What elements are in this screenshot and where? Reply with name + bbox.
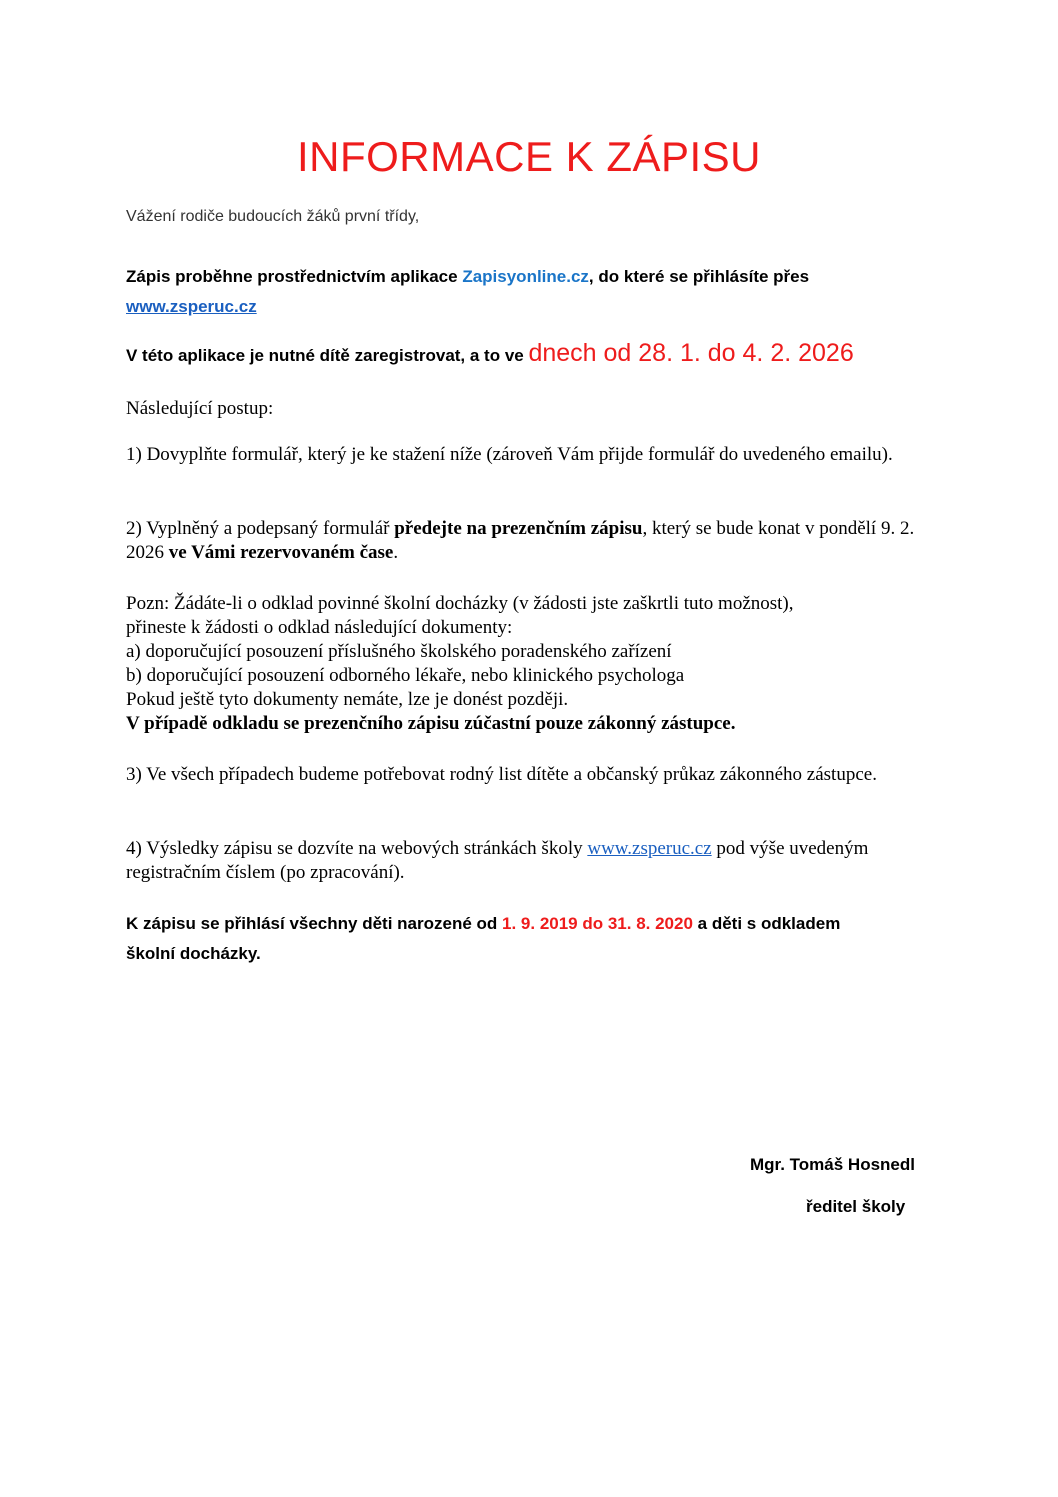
intro-paragraph bbox=[126, 262, 926, 292]
app-link[interactable]: Zapisyonline.cz bbox=[462, 267, 589, 286]
note-line-3: a) doporučující posouzení příslušného školského poradenského zařízení bbox=[126, 641, 672, 662]
greeting: Vážení rodiče budoucích žáků první třídy, bbox=[126, 208, 420, 225]
procedure-heading: Následující postup: bbox=[126, 398, 274, 419]
eligibility-dates: 1. 9. 2019 do 31. 8. 2020 bbox=[502, 914, 693, 933]
step-3: 3) Ve všech případech budeme potřebovat rodný list dítěte a občanský průkaz zákonného zástupce. bbox=[126, 764, 877, 785]
school-link[interactable]: www.zsperuc.cz bbox=[126, 297, 257, 316]
step-4 bbox=[126, 837, 916, 885]
step-1: 1) Dovyplňte formulář, který je ke stažení níže (zároveň Vám přijde formulář do uvedeného emailu). bbox=[126, 444, 893, 465]
eligibility-part2: a děti s odkladem bbox=[692, 914, 841, 933]
note-line-1: Pozn: Žádáte-li o odklad povinné školní docházky (v žádosti jste zaškrtli tuto možnost), bbox=[126, 593, 794, 614]
step-2-part2: , který se bude konat v pondělí 9. 2. 2026 bbox=[126, 518, 915, 563]
step-2 bbox=[126, 517, 916, 565]
note-line-4: b) doporučující posouzení odborného lékaře, nebo klinického psychologa bbox=[126, 665, 685, 686]
step-2-part3: . bbox=[393, 542, 399, 563]
step-4-part2: pod výše uvedeným registračním číslem (po zpracování). bbox=[126, 838, 869, 883]
note-line-5: Pokud ještě tyto dokumenty nemáte, lze je donést později. bbox=[126, 689, 569, 710]
intro-text-before: Zápis proběhne prostřednictvím aplikace bbox=[126, 267, 463, 286]
signature-name: Mgr. Tomáš Hosnedl bbox=[750, 1155, 915, 1174]
registration-text: V této aplikace je nutné dítě zaregistrovat, a to ve bbox=[126, 346, 529, 365]
intro-text-after: , do které se přihlásíte přes bbox=[588, 267, 810, 286]
school-link-line bbox=[126, 292, 257, 322]
eligibility-paragraph bbox=[126, 909, 946, 969]
step-4-link[interactable]: www.zsperuc.cz bbox=[587, 838, 712, 859]
step-4-part1: 4) Výsledky zápisu se dozvíte na webových stránkách školy bbox=[126, 838, 588, 859]
eligibility-part1: K zápisu se přihlásí všechny děti narozené od bbox=[126, 914, 503, 933]
registration-dates: dnech od 28. 1. do 4. 2. 2026 bbox=[528, 339, 854, 367]
note-line-2: přineste k žádosti o odklad následující dokumenty: bbox=[126, 617, 513, 638]
step-2-part1: 2) Vyplněný a podepsaný formulář bbox=[126, 518, 395, 539]
note-line-6: V případě odkladu se prezenčního zápisu zúčastní pouze zákonný zástupce. bbox=[126, 713, 736, 734]
step-2-bold1: předejte na prezenčním zápisu bbox=[394, 518, 643, 539]
signature-role: ředitel školy bbox=[806, 1197, 906, 1216]
registration-paragraph bbox=[126, 336, 946, 373]
page-title: INFORMACE K ZÁPISU bbox=[296, 133, 762, 180]
step-2-bold2: ve Vámi rezervovaném čase bbox=[168, 542, 394, 563]
eligibility-line2: školní docházky. bbox=[126, 944, 261, 963]
note-block bbox=[126, 592, 956, 736]
